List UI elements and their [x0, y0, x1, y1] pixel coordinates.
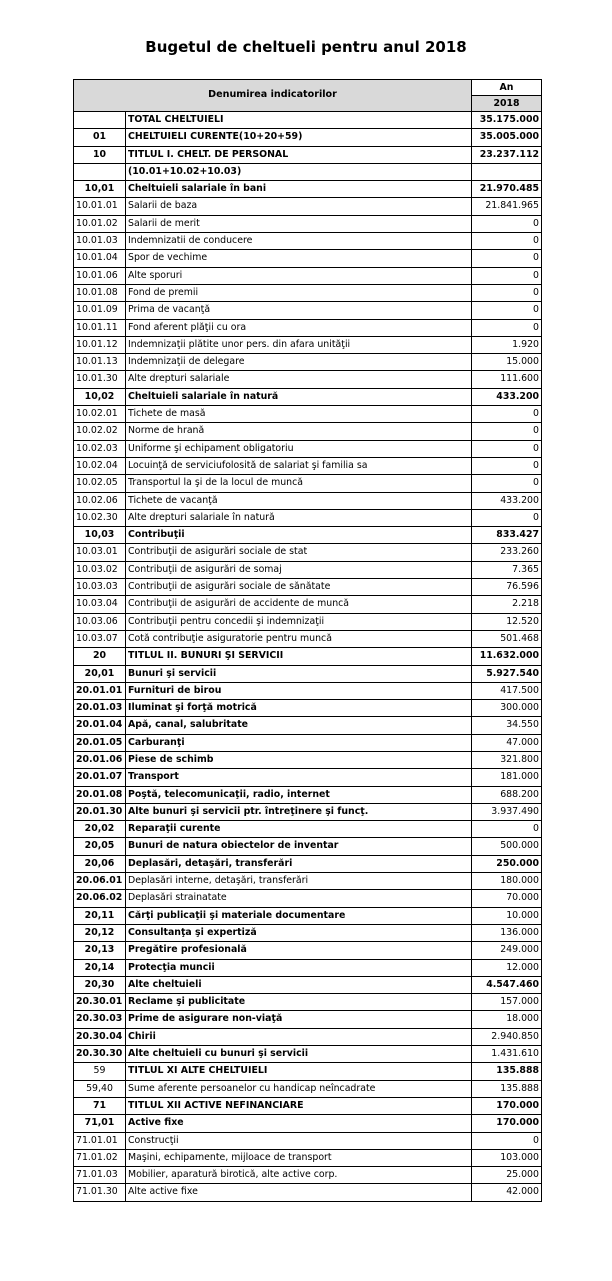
- table-row: [74, 994, 542, 1011]
- row-value: 15.000: [472, 354, 542, 371]
- table-row: [74, 1011, 542, 1028]
- row-code: 20.01.30: [74, 803, 126, 820]
- row-indicator-name: TITLUL XI ALTE CHELTUIELI: [126, 1063, 472, 1080]
- row-indicator-name: Cărţi publicaţii şi materiale documentare: [126, 907, 472, 924]
- row-value: 180.000: [472, 873, 542, 890]
- row-code: 10.01.06: [74, 267, 126, 284]
- row-indicator-name: Cheltuieli salariale în bani: [126, 181, 472, 198]
- row-indicator-name: Cotă contribuţie asiguratorie pentru muncă: [126, 630, 472, 647]
- row-code: 10.01.01: [74, 198, 126, 215]
- table-row: [74, 682, 542, 699]
- row-code: 10.01.09: [74, 302, 126, 319]
- table-row: [74, 579, 542, 596]
- table-row: [74, 734, 542, 751]
- row-code: 59,40: [74, 1080, 126, 1097]
- row-indicator-name: Contribuţii: [126, 527, 472, 544]
- row-value: 12.000: [472, 959, 542, 976]
- row-value: 433.200: [472, 492, 542, 509]
- row-value: 170.000: [472, 1097, 542, 1114]
- row-code: 20.06.02: [74, 890, 126, 907]
- table-row: [74, 1115, 542, 1132]
- row-value: 47.000: [472, 734, 542, 751]
- row-code: 10.01.04: [74, 250, 126, 267]
- table-row: [74, 267, 542, 284]
- table-row: [74, 630, 542, 647]
- row-code: 10.02.02: [74, 423, 126, 440]
- table-row: [74, 198, 542, 215]
- row-value: 0: [472, 457, 542, 474]
- table-row: [74, 821, 542, 838]
- row-indicator-name: Transportul la şi de la locul de muncă: [126, 475, 472, 492]
- table-row: [74, 527, 542, 544]
- row-indicator-name: Prima de vacanţă: [126, 302, 472, 319]
- row-value: 0: [472, 440, 542, 457]
- row-value: 688.200: [472, 786, 542, 803]
- row-value: 0: [472, 267, 542, 284]
- table-row: [74, 1132, 542, 1149]
- row-value: 0: [472, 284, 542, 301]
- row-value: 0: [472, 302, 542, 319]
- row-indicator-name: Construcţii: [126, 1132, 472, 1149]
- row-value: 5.927.540: [472, 665, 542, 682]
- row-code: 20.01.01: [74, 682, 126, 699]
- row-code: 20.01.03: [74, 700, 126, 717]
- row-indicator-name: Alte drepturi salariale în natură: [126, 509, 472, 526]
- row-indicator-name: Contribuţii de asigurări de somaj: [126, 561, 472, 578]
- row-value: 0: [472, 821, 542, 838]
- row-indicator-name: Poştă, telecomunicaţii, radio, internet: [126, 786, 472, 803]
- row-indicator-name: Chirii: [126, 1028, 472, 1045]
- table-row: [74, 181, 542, 198]
- table-row: [74, 838, 542, 855]
- row-code: 20,13: [74, 942, 126, 959]
- table-row: [74, 440, 542, 457]
- row-value: 35.175.000: [472, 112, 542, 129]
- row-indicator-name: Indemnizatii de conducere: [126, 233, 472, 250]
- row-code: 10,01: [74, 181, 126, 198]
- row-value: 23.237.112: [472, 146, 542, 163]
- row-indicator-name: Mobilier, aparatură birotică, alte active corp.: [126, 1167, 472, 1184]
- table-row: [74, 596, 542, 613]
- row-code: 20.30.04: [74, 1028, 126, 1045]
- row-code: 20.01.06: [74, 751, 126, 768]
- row-indicator-name: Reparaţii curente: [126, 821, 472, 838]
- row-value: 42.000: [472, 1184, 542, 1201]
- row-value: 76.596: [472, 579, 542, 596]
- table-row: [74, 1063, 542, 1080]
- table-row: [74, 233, 542, 250]
- row-value: 2.218: [472, 596, 542, 613]
- row-indicator-name: Iluminat şi forţă motrică: [126, 700, 472, 717]
- row-code: 10: [74, 146, 126, 163]
- row-value: 170.000: [472, 1115, 542, 1132]
- table-row: [74, 924, 542, 941]
- row-indicator-name: Maşini, echipamente, mijloace de transport: [126, 1149, 472, 1166]
- table-row: [74, 371, 542, 388]
- table-row: [74, 942, 542, 959]
- row-value: 135.888: [472, 1063, 542, 1080]
- row-code: 10.02.03: [74, 440, 126, 457]
- row-code: 10.01.30: [74, 371, 126, 388]
- row-indicator-name: Transport: [126, 769, 472, 786]
- row-value: [472, 163, 542, 180]
- row-indicator-name: TITLUL XII ACTIVE NEFINANCIARE: [126, 1097, 472, 1114]
- row-code: 20: [74, 648, 126, 665]
- row-code: 10.03.06: [74, 613, 126, 630]
- row-indicator-name: Furnituri de birou: [126, 682, 472, 699]
- table-row: [74, 388, 542, 405]
- period-header: An: [472, 80, 542, 96]
- row-indicator-name: Contribuţii de asigurări sociale de sănătate: [126, 579, 472, 596]
- row-value: 249.000: [472, 942, 542, 959]
- table-row: [74, 665, 542, 682]
- row-indicator-name: Apă, canal, salubritate: [126, 717, 472, 734]
- table-row: [74, 1028, 542, 1045]
- row-code: 10.02.01: [74, 406, 126, 423]
- row-code: 59: [74, 1063, 126, 1080]
- row-code: 20,30: [74, 976, 126, 993]
- table-row: [74, 803, 542, 820]
- row-indicator-name: Protecţia muncii: [126, 959, 472, 976]
- row-code: 20.30.03: [74, 1011, 126, 1028]
- row-code: 10.03.07: [74, 630, 126, 647]
- table-row: [74, 561, 542, 578]
- table-row: [74, 717, 542, 734]
- row-indicator-name: Alte active fixe: [126, 1184, 472, 1201]
- table-row: [74, 769, 542, 786]
- row-code: 20.01.07: [74, 769, 126, 786]
- table-row: [74, 907, 542, 924]
- table-row: [74, 509, 542, 526]
- row-indicator-name: Tichete de vacanţă: [126, 492, 472, 509]
- row-code: 10.02.30: [74, 509, 126, 526]
- row-value: 0: [472, 250, 542, 267]
- row-code: 71.01.30: [74, 1184, 126, 1201]
- row-indicator-name: Deplasări interne, detaşări, transferări: [126, 873, 472, 890]
- row-value: 136.000: [472, 924, 542, 941]
- row-indicator-name: Consultanţa şi expertiză: [126, 924, 472, 941]
- row-indicator-name: Uniforme şi echipament obligatoriu: [126, 440, 472, 457]
- row-indicator-name: TITLUL II. BUNURI ŞI SERVICII: [126, 648, 472, 665]
- row-code: 71.01.02: [74, 1149, 126, 1166]
- table-row: [74, 1167, 542, 1184]
- row-code: 20,06: [74, 855, 126, 872]
- row-code: 20,11: [74, 907, 126, 924]
- row-code: 10.01.08: [74, 284, 126, 301]
- row-indicator-name: Salarii de baza: [126, 198, 472, 215]
- header-row: [74, 80, 542, 96]
- row-value: 321.800: [472, 751, 542, 768]
- row-value: 300.000: [472, 700, 542, 717]
- row-value: 1.920: [472, 336, 542, 353]
- row-code: 10.03.02: [74, 561, 126, 578]
- table-row: [74, 146, 542, 163]
- row-value: 417.500: [472, 682, 542, 699]
- table-row: [74, 250, 542, 267]
- row-indicator-name: Locuinţă de serviciufolosită de salariat şi familia sa: [126, 457, 472, 474]
- row-value: 181.000: [472, 769, 542, 786]
- table-row: [74, 284, 542, 301]
- row-indicator-name: Bunuri de natura obiectelor de inventar: [126, 838, 472, 855]
- table-row: [74, 302, 542, 319]
- row-indicator-name: Fond aferent plăţii cu ora: [126, 319, 472, 336]
- row-code: 10.03.04: [74, 596, 126, 613]
- row-indicator-name: Prime de asigurare non-viaţă: [126, 1011, 472, 1028]
- table-row: [74, 1097, 542, 1114]
- row-value: 11.632.000: [472, 648, 542, 665]
- table-row: [74, 959, 542, 976]
- row-code: 20,14: [74, 959, 126, 976]
- row-indicator-name: Deplasări strainatate: [126, 890, 472, 907]
- row-value: 35.005.000: [472, 129, 542, 146]
- table-row: [74, 544, 542, 561]
- row-value: 21.841.965: [472, 198, 542, 215]
- row-code: 20,02: [74, 821, 126, 838]
- row-value: 0: [472, 319, 542, 336]
- row-value: 70.000: [472, 890, 542, 907]
- table-row: [74, 873, 542, 890]
- row-code: 10.01.03: [74, 233, 126, 250]
- row-indicator-name: Alte drepturi salariale: [126, 371, 472, 388]
- table-row: [74, 1149, 542, 1166]
- table-row: [74, 423, 542, 440]
- row-code: 71.01.03: [74, 1167, 126, 1184]
- row-indicator-name: Fond de premii: [126, 284, 472, 301]
- row-value: 7.365: [472, 561, 542, 578]
- row-code: 20.30.30: [74, 1046, 126, 1063]
- row-code: 10.02.06: [74, 492, 126, 509]
- row-indicator-name: Tichete de masă: [126, 406, 472, 423]
- row-code: 10.01.02: [74, 215, 126, 232]
- row-value: 10.000: [472, 907, 542, 924]
- table-row: [74, 648, 542, 665]
- row-code: 01: [74, 129, 126, 146]
- row-code: 10.01.12: [74, 336, 126, 353]
- row-indicator-name: Deplasări, detaşări, transferări: [126, 855, 472, 872]
- row-value: 501.468: [472, 630, 542, 647]
- table-row: [74, 215, 542, 232]
- row-value: 250.000: [472, 855, 542, 872]
- row-value: 233.260: [472, 544, 542, 561]
- row-value: 111.600: [472, 371, 542, 388]
- row-indicator-name: TITLUL I. CHELT. DE PERSONAL: [126, 146, 472, 163]
- table-row: [74, 751, 542, 768]
- row-value: 0: [472, 1132, 542, 1149]
- indicator-header: Denumirea indicatorilor: [74, 80, 472, 112]
- row-indicator-name: CHELTUIELI CURENTE(10+20+59): [126, 129, 472, 146]
- row-code: 71: [74, 1097, 126, 1114]
- table-row: [74, 457, 542, 474]
- row-code: 10.01.13: [74, 354, 126, 371]
- row-value: 0: [472, 233, 542, 250]
- row-code: 71,01: [74, 1115, 126, 1132]
- row-value: 25.000: [472, 1167, 542, 1184]
- row-value: 135.888: [472, 1080, 542, 1097]
- row-indicator-name: Contribuţii pentru concedii şi indemnizaţii: [126, 613, 472, 630]
- table-row: [74, 406, 542, 423]
- row-indicator-name: Norme de hrană: [126, 423, 472, 440]
- table-row: [74, 163, 542, 180]
- page-title: Bugetul de cheltueli pentru anul 2018: [145, 38, 467, 56]
- row-code: 10.02.05: [74, 475, 126, 492]
- table-row: [74, 1184, 542, 1201]
- table-row: [74, 319, 542, 336]
- row-value: 18.000: [472, 1011, 542, 1028]
- table-row: [74, 1080, 542, 1097]
- row-value: 2.940.850: [472, 1028, 542, 1045]
- row-code: 10.03.01: [74, 544, 126, 561]
- row-indicator-name: TOTAL CHELTUIELI: [126, 112, 472, 129]
- row-indicator-name: Carburanţi: [126, 734, 472, 751]
- row-value: 0: [472, 215, 542, 232]
- row-indicator-name: Pregătire profesională: [126, 942, 472, 959]
- row-value: 12.520: [472, 613, 542, 630]
- table-row: [74, 129, 542, 146]
- row-code: 10.03.03: [74, 579, 126, 596]
- row-code: 20,12: [74, 924, 126, 941]
- row-value: 34.550: [472, 717, 542, 734]
- row-code: 10.02.04: [74, 457, 126, 474]
- table-row: [74, 336, 542, 353]
- table-row: [74, 112, 542, 129]
- row-code: 20,05: [74, 838, 126, 855]
- row-code: 10,02: [74, 388, 126, 405]
- row-indicator-name: Salarii de merit: [126, 215, 472, 232]
- table-row: [74, 786, 542, 803]
- row-value: 0: [472, 423, 542, 440]
- row-code: [74, 112, 126, 129]
- table-row: [74, 1046, 542, 1063]
- row-value: 1.431.610: [472, 1046, 542, 1063]
- row-code: 10.01.11: [74, 319, 126, 336]
- row-value: 500.000: [472, 838, 542, 855]
- row-code: 20.01.05: [74, 734, 126, 751]
- row-code: 71.01.01: [74, 1132, 126, 1149]
- row-indicator-name: Indemnizaţii plătite unor pers. din afara unităţii: [126, 336, 472, 353]
- row-indicator-name: Alte sporuri: [126, 267, 472, 284]
- row-indicator-name: Contribuţii de asigurări sociale de stat: [126, 544, 472, 561]
- row-value: 157.000: [472, 994, 542, 1011]
- table-row: [74, 354, 542, 371]
- row-indicator-name: Reclame şi publicitate: [126, 994, 472, 1011]
- table-row: [74, 976, 542, 993]
- row-value: 3.937.490: [472, 803, 542, 820]
- row-indicator-name: Bunuri şi servicii: [126, 665, 472, 682]
- row-indicator-name: Indemnizaţii de delegare: [126, 354, 472, 371]
- table-row: [74, 890, 542, 907]
- row-code: 20.01.08: [74, 786, 126, 803]
- table-row: [74, 613, 542, 630]
- table-row: [74, 855, 542, 872]
- row-value: 103.000: [472, 1149, 542, 1166]
- year-header: 2018: [472, 96, 542, 112]
- row-value: 0: [472, 475, 542, 492]
- row-indicator-name: Active fixe: [126, 1115, 472, 1132]
- row-value: 0: [472, 509, 542, 526]
- row-code: 20.01.04: [74, 717, 126, 734]
- table-row: [74, 492, 542, 509]
- row-indicator-name: Spor de vechime: [126, 250, 472, 267]
- row-value: 433.200: [472, 388, 542, 405]
- table-row: [74, 475, 542, 492]
- row-value: 0: [472, 406, 542, 423]
- row-indicator-name: Alte cheltuieli: [126, 976, 472, 993]
- row-value: 833.427: [472, 527, 542, 544]
- row-code: 20.06.01: [74, 873, 126, 890]
- row-value: 21.970.485: [472, 181, 542, 198]
- row-indicator-name: Sume aferente persoanelor cu handicap neîncadrate: [126, 1080, 472, 1097]
- row-indicator-name: Cheltuieli salariale în natură: [126, 388, 472, 405]
- row-indicator-name: Piese de schimb: [126, 751, 472, 768]
- row-indicator-name: Contribuţii de asigurări de accidente de muncă: [126, 596, 472, 613]
- table-row: [74, 700, 542, 717]
- row-code: 20,01: [74, 665, 126, 682]
- row-value: 4.547.460: [472, 976, 542, 993]
- row-indicator-name: Alte cheltuieli cu bunuri şi servicii: [126, 1046, 472, 1063]
- row-code: 10,03: [74, 527, 126, 544]
- row-code: [74, 163, 126, 180]
- row-code: 20.30.01: [74, 994, 126, 1011]
- row-indicator-name: (10.01+10.02+10.03): [126, 163, 472, 180]
- budget-table: [73, 79, 542, 1202]
- row-indicator-name: Alte bunuri şi servicii ptr. întreţinere şi funcţ.: [126, 803, 472, 820]
